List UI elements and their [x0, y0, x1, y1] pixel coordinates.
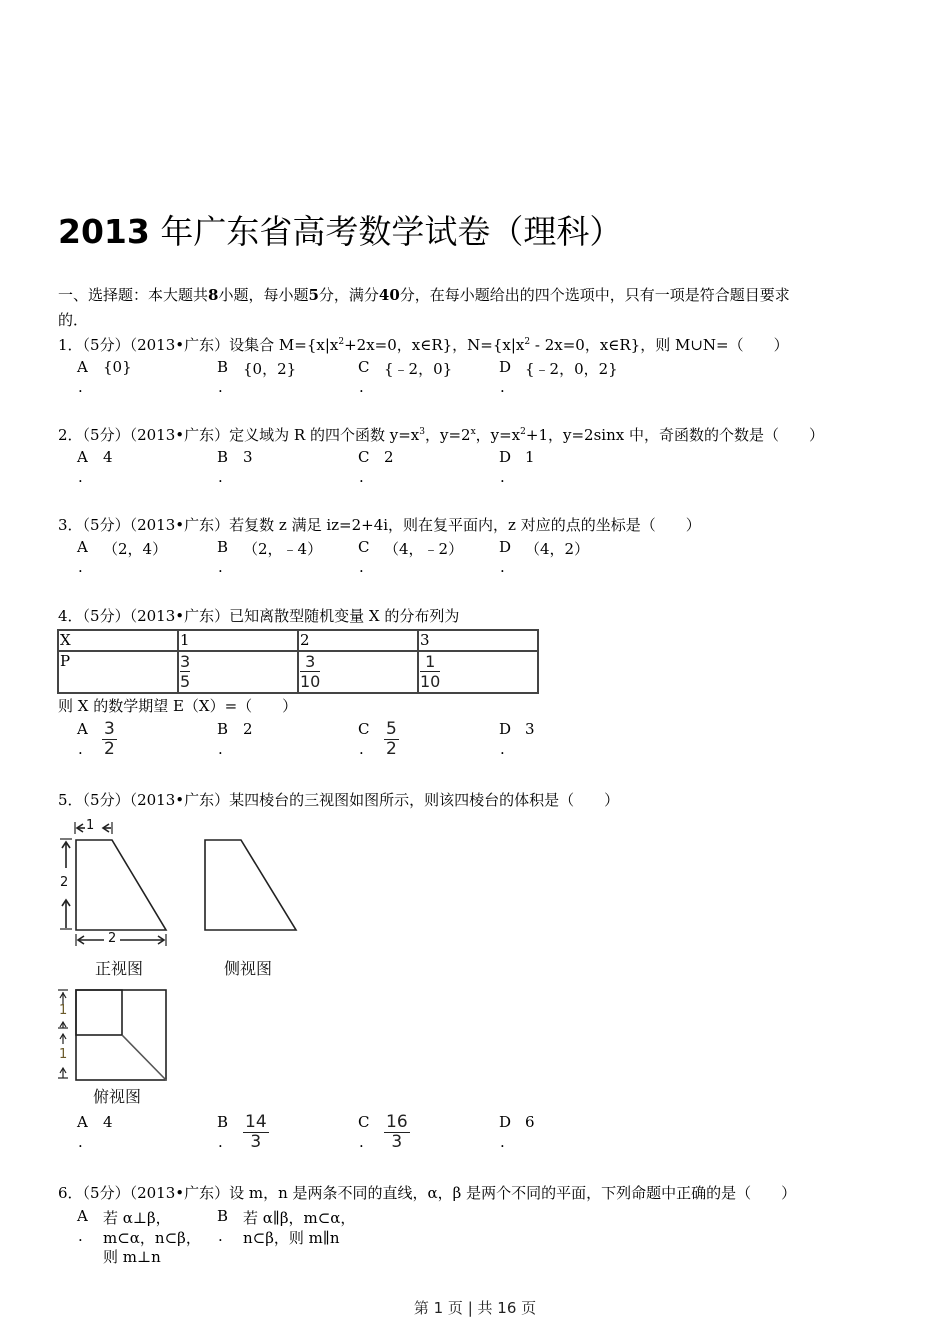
option-b-letter[interactable]: B — [217, 538, 229, 556]
option-b-value: 3 — [243, 448, 253, 466]
option-a-line: 若 α⊥β， — [103, 1209, 171, 1227]
option-b-letter[interactable]: B — [217, 448, 229, 466]
section-intro: 一、选择题：本大题共8小题，每小题5分，满分40分，在每小题给出的四个选项中，只有一项是符合题目要求 — [58, 286, 790, 304]
option-b-letter[interactable]: B — [217, 1207, 229, 1225]
table-cell: 3 — [418, 630, 538, 651]
front-view — [60, 822, 166, 946]
option-d-value: 3 — [525, 720, 535, 738]
option-d-letter[interactable]: D — [499, 538, 512, 556]
question-2-stem: 2．（5分）（2013•广东）定义域为 R 的四个函数 $y=x^3$，$y=2^x$，$y=x^2+1$，y=2sinx 中，奇函数的个数是（ ） — [58, 426, 824, 444]
option-a-value: 4 — [103, 1113, 113, 1131]
option-c-letter[interactable]: C — [358, 448, 370, 466]
option-dot: . — [218, 378, 223, 396]
question-3-stem: 3．（5分）（2013•广东）若复数 z 满足 iz=2+4i，则在复平面内，z 对应的点的坐标是（ ） — [58, 516, 701, 534]
option-d-value: {﹣2，0，2} — [525, 360, 618, 378]
option-dot: . — [500, 558, 505, 576]
option-a-value: （2，4） — [103, 540, 168, 558]
question-4-follow: 则 X 的数学期望 E（X）=（ ） — [58, 697, 298, 715]
option-dot: . — [78, 378, 83, 396]
option-a-letter[interactable]: A — [77, 358, 88, 376]
table-cell: 2 — [298, 630, 418, 651]
option-dot: . — [359, 558, 364, 576]
dim-label-top-view-2: 1 — [59, 1047, 68, 1062]
option-c-value: {﹣2，0} — [384, 360, 453, 378]
option-d-letter[interactable]: D — [499, 720, 512, 738]
option-c-letter[interactable]: C — [358, 538, 370, 556]
table-cell: X — [58, 630, 178, 651]
top-view — [58, 990, 166, 1080]
option-dot: . — [359, 468, 364, 486]
option-d-value: 1 — [525, 448, 535, 466]
option-dot: . — [500, 740, 505, 758]
option-a-letter[interactable]: A — [77, 538, 88, 556]
option-a-line: 则 m⊥n — [103, 1248, 161, 1266]
question-6-stem: 6．（5分）（2013•广东）设 m，n 是两条不同的直线，α，β 是两个不同的平面，下列命题中正确的是（ ） — [58, 1184, 797, 1202]
option-c-letter[interactable]: C — [358, 1113, 370, 1131]
fraction: $\frac{3}{10}$ — [300, 652, 321, 691]
dim-label-height: 2 — [60, 875, 69, 890]
option-dot: . — [218, 740, 223, 758]
table-row — [58, 630, 538, 651]
option-dot: . — [218, 468, 223, 486]
option-dot: . — [78, 468, 83, 486]
option-d-letter[interactable]: D — [499, 448, 512, 466]
option-b-line: 若 α∥β，m⊂α， — [243, 1209, 356, 1227]
table-cell — [178, 651, 298, 693]
option-c-value: 2 — [384, 448, 394, 466]
option-a-line: m⊂α，n⊂β， — [103, 1229, 201, 1247]
option-dot: . — [359, 378, 364, 396]
option-dot: . — [500, 1133, 505, 1151]
option-b-value: （2，﹣4） — [243, 540, 323, 558]
question-1-stem: 1．（5分）（2013•广东）设集合 $M=\{x|x^2+2x=0$，x∈R}，$N=\{x|x^2 - 2x=0$，x∈R}，则 M∪N=（ ） — [58, 336, 789, 354]
option-dot: . — [78, 558, 83, 576]
fraction: $\frac{1}{10}$ — [420, 652, 441, 691]
option-dot: . — [359, 740, 364, 758]
option-c-value: （4，﹣2） — [384, 540, 464, 558]
dim-label-top-view-1: 1 — [59, 1003, 68, 1018]
table-cell: 1 — [178, 630, 298, 651]
option-b-line: n⊂β，则 m∥n — [243, 1229, 340, 1247]
dim-label-top: 1 — [86, 818, 95, 833]
option-b-value: 2 — [243, 720, 253, 738]
option-c-fraction: $\frac{5}{2}$ — [386, 719, 397, 759]
option-dot: . — [78, 740, 83, 758]
table-cell — [418, 651, 538, 693]
option-c-fraction: $\frac{16}{3}$ — [386, 1112, 408, 1152]
option-a-letter[interactable]: A — [77, 448, 88, 466]
option-b-letter[interactable]: B — [217, 358, 229, 376]
option-a-fraction: $\frac{3}{2}$ — [104, 719, 115, 759]
option-d-letter[interactable]: D — [499, 358, 512, 376]
side-view — [205, 840, 296, 930]
option-b-fraction: $\frac{14}{3}$ — [245, 1112, 267, 1152]
question-4-stem: 4．（5分）（2013•广东）已知离散型随机变量 X 的分布列为 — [58, 607, 460, 625]
front-view-label: 正视图 — [95, 959, 144, 978]
option-dot: . — [359, 1133, 364, 1151]
option-a-letter[interactable]: A — [77, 1113, 88, 1131]
table-row — [58, 651, 538, 693]
distribution-table — [57, 629, 539, 694]
option-c-letter[interactable]: C — [358, 720, 370, 738]
top-view-label: 俯视图 — [93, 1087, 142, 1106]
option-b-letter[interactable]: B — [217, 720, 229, 738]
option-b-value: {0，2} — [243, 360, 297, 378]
option-dot: . — [218, 1227, 223, 1245]
page-title: 2013 年广东省高考数学试卷（理科） — [58, 212, 623, 251]
option-dot: . — [500, 468, 505, 486]
option-d-letter[interactable]: D — [499, 1113, 512, 1131]
option-a-letter[interactable]: A — [77, 720, 88, 738]
table-cell: P — [58, 651, 178, 693]
page-footer: 第 1 页 | 共 16 页 — [413, 1299, 537, 1317]
option-dot: . — [78, 1133, 83, 1151]
table-cell — [298, 651, 418, 693]
option-a-letter[interactable]: A — [77, 1207, 88, 1225]
option-dot: . — [78, 1227, 83, 1245]
option-dot: . — [500, 378, 505, 396]
option-dot: . — [218, 558, 223, 576]
option-d-value: （4，2） — [525, 540, 590, 558]
question-5-stem: 5．（5分）（2013•广东）某四棱台的三视图如图所示，则该四棱台的体积是（ ） — [58, 791, 620, 809]
option-c-letter[interactable]: C — [358, 358, 370, 376]
section-intro-cont: 的． — [58, 311, 89, 329]
option-a-value: {0} — [103, 358, 132, 376]
option-dot: . — [218, 1133, 223, 1151]
fraction: $\frac{3}{5}$ — [180, 652, 191, 691]
option-b-letter[interactable]: B — [217, 1113, 229, 1131]
dim-label-bottom: 2 — [108, 931, 117, 946]
side-view-label: 侧视图 — [224, 959, 273, 978]
option-a-value: 4 — [103, 448, 113, 466]
option-d-value: 6 — [525, 1113, 535, 1131]
